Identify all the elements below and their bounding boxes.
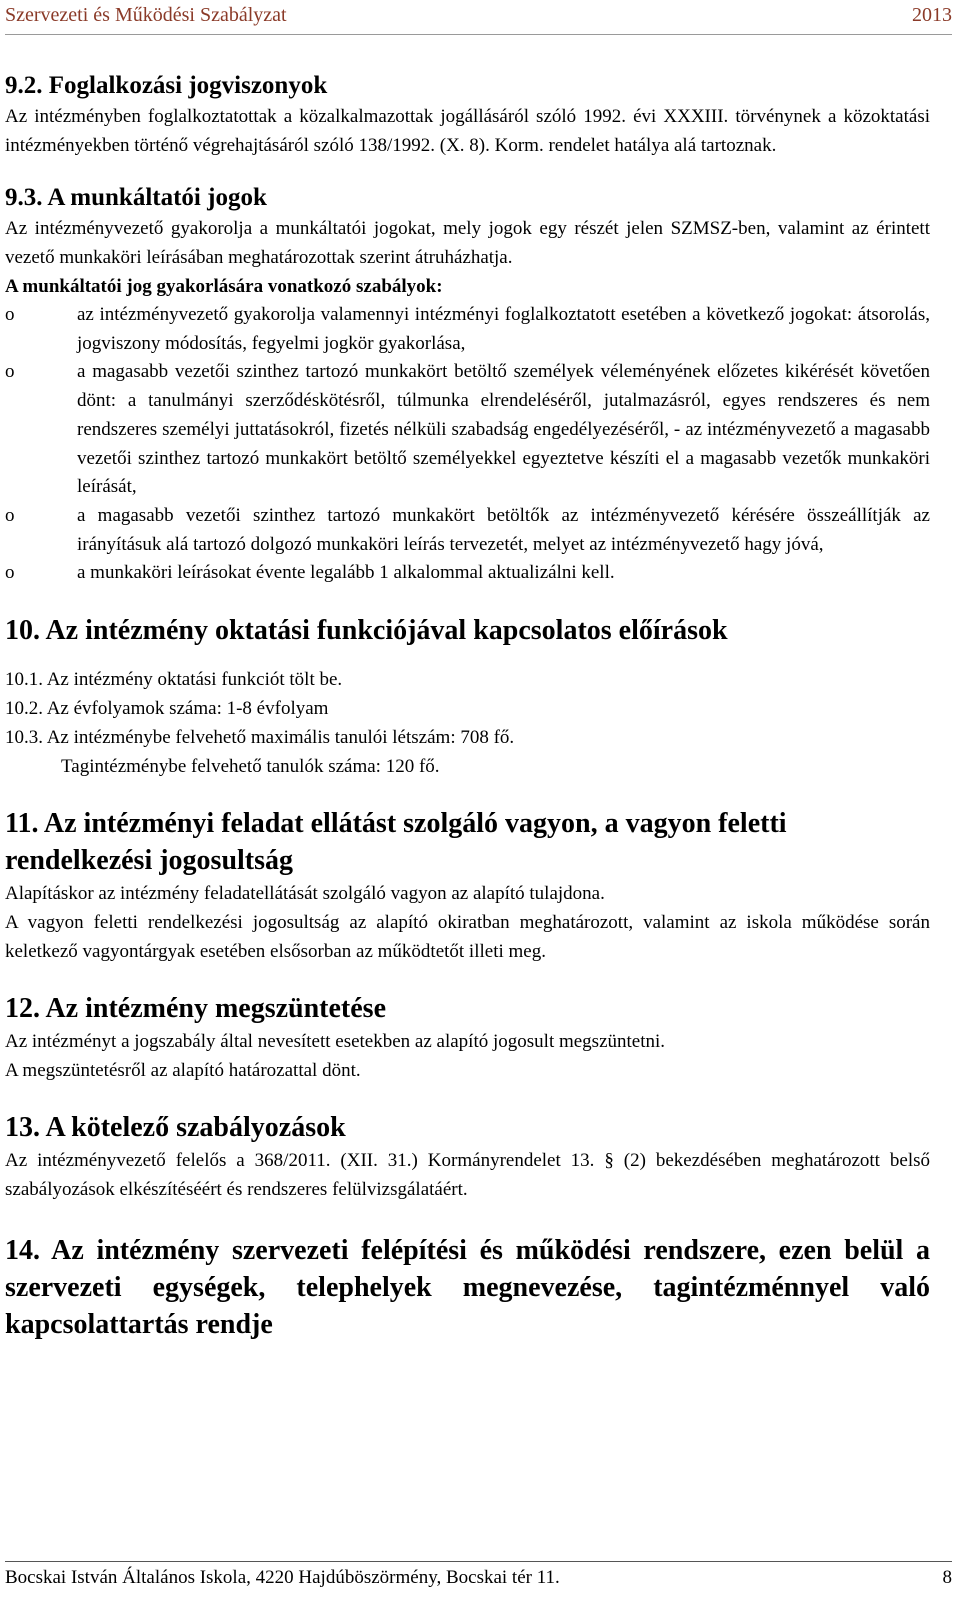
list-item — [5, 358, 930, 502]
section-12-heading: 12. Az intézmény megszüntetése — [5, 993, 387, 1025]
bullet-marker: o — [5, 361, 15, 383]
header-year: 2013 — [912, 4, 952, 26]
section-10-heading: 10. Az intézmény oktatási funkciójával kapcsolatos előírások — [5, 615, 728, 647]
section-9-3-text: Az intézményvezető gyakorolja a munkáltatói jogokat, mely jogok egy részét jelen SZMSZ-ben, valamint az érintett vezető munkaköri leírásában meghatározottak szerint átruházhatja. — [5, 218, 930, 268]
rules-list — [5, 301, 930, 588]
section-10-line: 10.1. Az intézmény oktatási funkciót tölt be. — [5, 669, 343, 691]
section-9-2-text: Az intézményben foglalkoztatottak a közalkalmazottak jogállásáról szóló 1992. évi XXXIII. törvénynek a közoktatási intézményekben történő végrehajtásáról szóló 138/1992. (X. 8). Korm. rendelet hatálya alá tartoznak. — [5, 106, 930, 156]
document-body — [5, 70, 930, 1343]
section-10-subline: Tagintézménybe felvehető tanulók száma: 120 fő. — [61, 756, 440, 778]
section-11-p2: A vagyon feletti rendelkezési jogosultság az alapító okiratban meghatározott, valamint az iskola működése során keletkező vagyontárgyak esetében elsősorban az működtetőt illeti meg. — [5, 912, 930, 963]
section-12-p1: Az intézményt a jogszabály által nevesített esetekben az alapító jogosult megszüntetni. — [5, 1031, 666, 1053]
list-item — [5, 502, 930, 559]
header-title: Szervezeti és Működési Szabályzat — [5, 4, 287, 26]
section-10-lines — [5, 665, 930, 781]
section-11-p1: Alapításkor az intézmény feladatellátását szolgáló vagyon az alapító tulajdona. — [5, 883, 605, 905]
section-13-p1: Az intézményvezető felelős a 368/2011. (XII. 31.) Kormányrendelet 13. § (2) bekezdésében meghatározott belső szabályozások elkészítéséért és rendszeres felülvizsgálatáért. — [5, 1150, 930, 1201]
list-item-text: a magasabb vezetői szinthez tartozó munkakört betöltő személyek véleményének előzetes kikérését követően dönt: a tanulmányi szerződéskötésről, túlmunka elrendeléséről, jutalmazásról, egyes rendszeres és nem rendszeres személyi juttatásokról, fizetés nélküli szabadság engedélyezéséről, - az intézményvezető a magasabb vezetői szinthez tartozó munkakört betöltő személyekkel egyeztetve készíti el a magasabb vezetők munkaköri leírását, — [77, 361, 930, 498]
list-item-text: a magasabb vezetői szinthez tartozó munkakört betöltők az intézményvezető kérésére összeállítják az irányításuk alá tartozó dolgozó munkaköri leírás tervezetét, melyet az intézményvezető hagy jóvá, — [77, 504, 930, 555]
page-header — [5, 2, 952, 35]
section-12-p2: A megszüntetésről az alapító határozattal dönt. — [5, 1060, 361, 1082]
section-10-line: 10.2. Az évfolyamok száma: 1-8 évfolyam — [5, 698, 329, 720]
section-13-heading: 13. A kötelező szabályozások — [5, 1112, 346, 1144]
footer-page-number: 8 — [942, 1567, 952, 1588]
bullet-marker: o — [5, 304, 15, 325]
bullet-marker: o — [5, 562, 15, 584]
list-item-text: az intézményvezető gyakorolja valamennyi intézményi foglalkoztatott esetében a következő jogokat: átsorolás, jogviszony módosítás, fegyelmi jogkör gyakorlása, — [77, 304, 930, 354]
section-11-heading: 11. Az intézményi feladat ellátást szolgáló vagyon, a vagyon feletti rendelkezési jogosultság — [5, 808, 787, 877]
list-item — [5, 301, 930, 358]
section-9-2-heading: 9.2. Foglalkozási jogviszonyok — [5, 72, 328, 99]
bullet-marker: o — [5, 504, 15, 526]
section-9-3-heading: 9.3. A munkáltatói jogok — [5, 184, 267, 211]
rules-title: A munkáltatói jog gyakorlására vonatkozó szabályok: — [5, 276, 443, 297]
section-10-line: 10.3. Az intézménybe felvehető maximális tanulói létszám: 708 fő. — [5, 727, 515, 749]
page-footer — [5, 1561, 952, 1596]
footer-school: Bocskai István Általános Iskola, 4220 Hajdúböszörmény, Bocskai tér 11. — [5, 1567, 560, 1588]
list-item-text: a munkaköri leírásokat évente legalább 1 alkalommal aktualizálni kell. — [77, 562, 615, 584]
list-item — [5, 559, 930, 588]
section-14-heading: 14. Az intézmény szervezeti felépítési és működési rendszere, ezen belül a szervezeti egységek, telephelyek megnevezése, tagintézménnyel való kapcsolattartás rendje — [5, 1235, 930, 1341]
